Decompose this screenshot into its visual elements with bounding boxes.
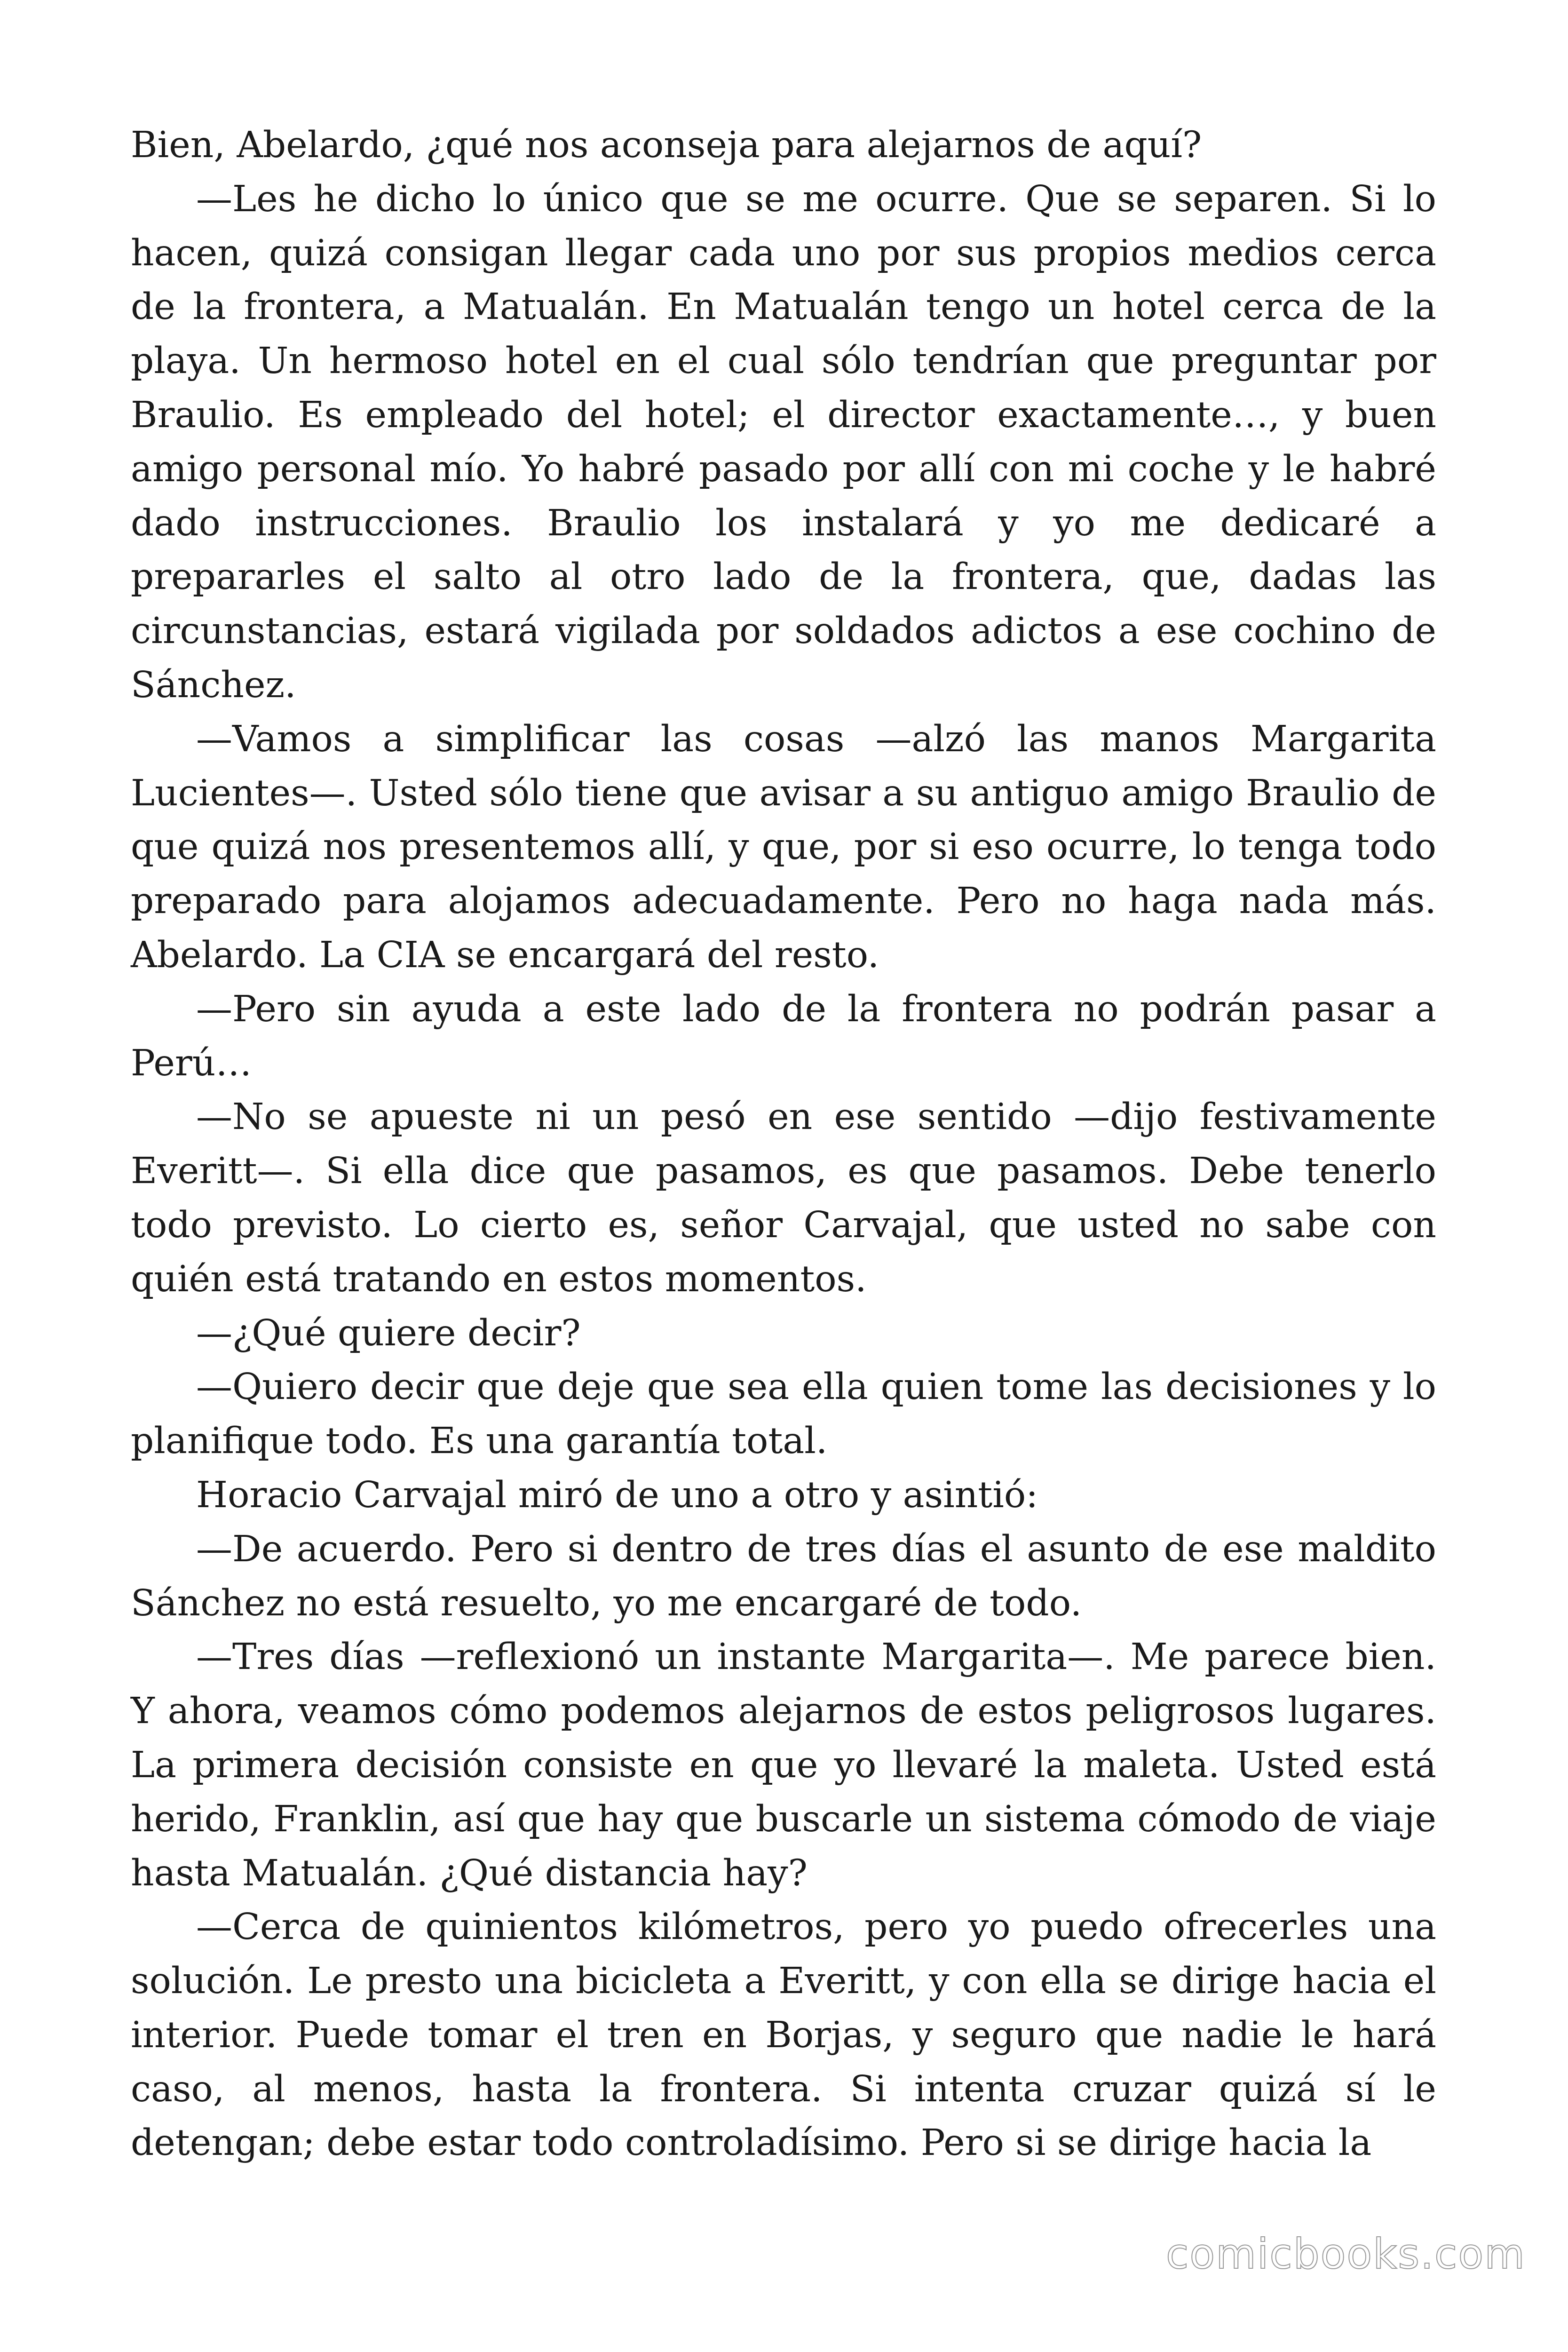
paragraph-2: —Les he dicho lo único que se me ocurre. Que se separen. Si lo hacen, quizá consigan llegar cada uno por sus propios medios cerca de la frontera, a Matualán. En Matualán tengo un hotel cerca de la playa. Un hermoso hotel en el cual sólo tendrían que preguntar por Braulio. Es empleado del hotel; el director exactamente…, y buen amigo personal mío. Yo habré pasado por allí con mi coche y le habré dado instrucciones. Braulio los instalará y yo me dedicaré a prepararles el salto al otro lado de la frontera, que, dadas las circunstancias, estará vigilada por soldados adictos a ese cochino de Sánchez.	[131, 178, 1436, 706]
paragraph-8: Horacio Carvajal miró de uno a otro y asintió:	[196, 1474, 1038, 1516]
paragraph-3: —Vamos a simplificar las cosas —alzó las manos Margarita Lucientes—. Usted sólo tiene que avisar a su antiguo amigo Braulio de que quizá nos presentemos allí, y que, por si eso ocurre, lo tenga todo preparado para alojamos adecuadamente. Pero no haga nada más. Abelardo. La CIA se encargará del resto.	[131, 718, 1436, 976]
body-text	[131, 119, 1436, 2170]
paragraph-5: —No se apueste ni un pesó en ese sentido —dijo festivamente Everitt—. Si ella dice que pasamos, es que pasamos. Debe tenerlo todo previsto. Lo cierto es, señor Carvajal, que usted no sabe con quién está tratando en estos momentos.	[131, 1096, 1436, 1300]
paragraph-6: —¿Qué quiere decir?	[196, 1312, 581, 1354]
paragraph-1: Bien, Abelardo, ¿qué nos aconseja para alejarnos de aquí?	[131, 124, 1202, 166]
paragraph-10: —Tres días —reflexionó un instante Margarita—. Me parece bien. Y ahora, veamos cómo podemos alejarnos de estos peligrosos lugares. La primera decisión consiste en que yo llevaré la maleta. Usted está herido, Franklin, así que hay que buscarle un sistema cómodo de viaje hasta Matualán. ¿Qué distancia hay?	[131, 1636, 1436, 1894]
paragraph-7: —Quiero decir que deje que sea ella quien tome las decisiones y lo planifique todo. Es una garantía total.	[131, 1366, 1436, 1462]
paragraph-9: —De acuerdo. Pero si dentro de tres días el asunto de ese maldito Sánchez no está resuelto, yo me encargaré de todo.	[131, 1528, 1436, 1624]
paragraph-4: —Pero sin ayuda a este lado de la frontera no podrán pasar a Perú…	[131, 988, 1436, 1084]
paragraph-11: —Cerca de quinientos kilómetros, pero yo puedo ofrecerles una solución. Le presto una bicicleta a Everitt, y con ella se dirige hacia el interior. Puede tomar el tren en Borjas, y seguro que nadie le hará caso, al menos, hasta la frontera. Si intenta cruzar quizá sí le detengan; debe estar todo controladísimo. Pero si se dirige hacia la	[131, 1906, 1436, 2164]
watermark: comicbooks.com	[1165, 2230, 1526, 2278]
